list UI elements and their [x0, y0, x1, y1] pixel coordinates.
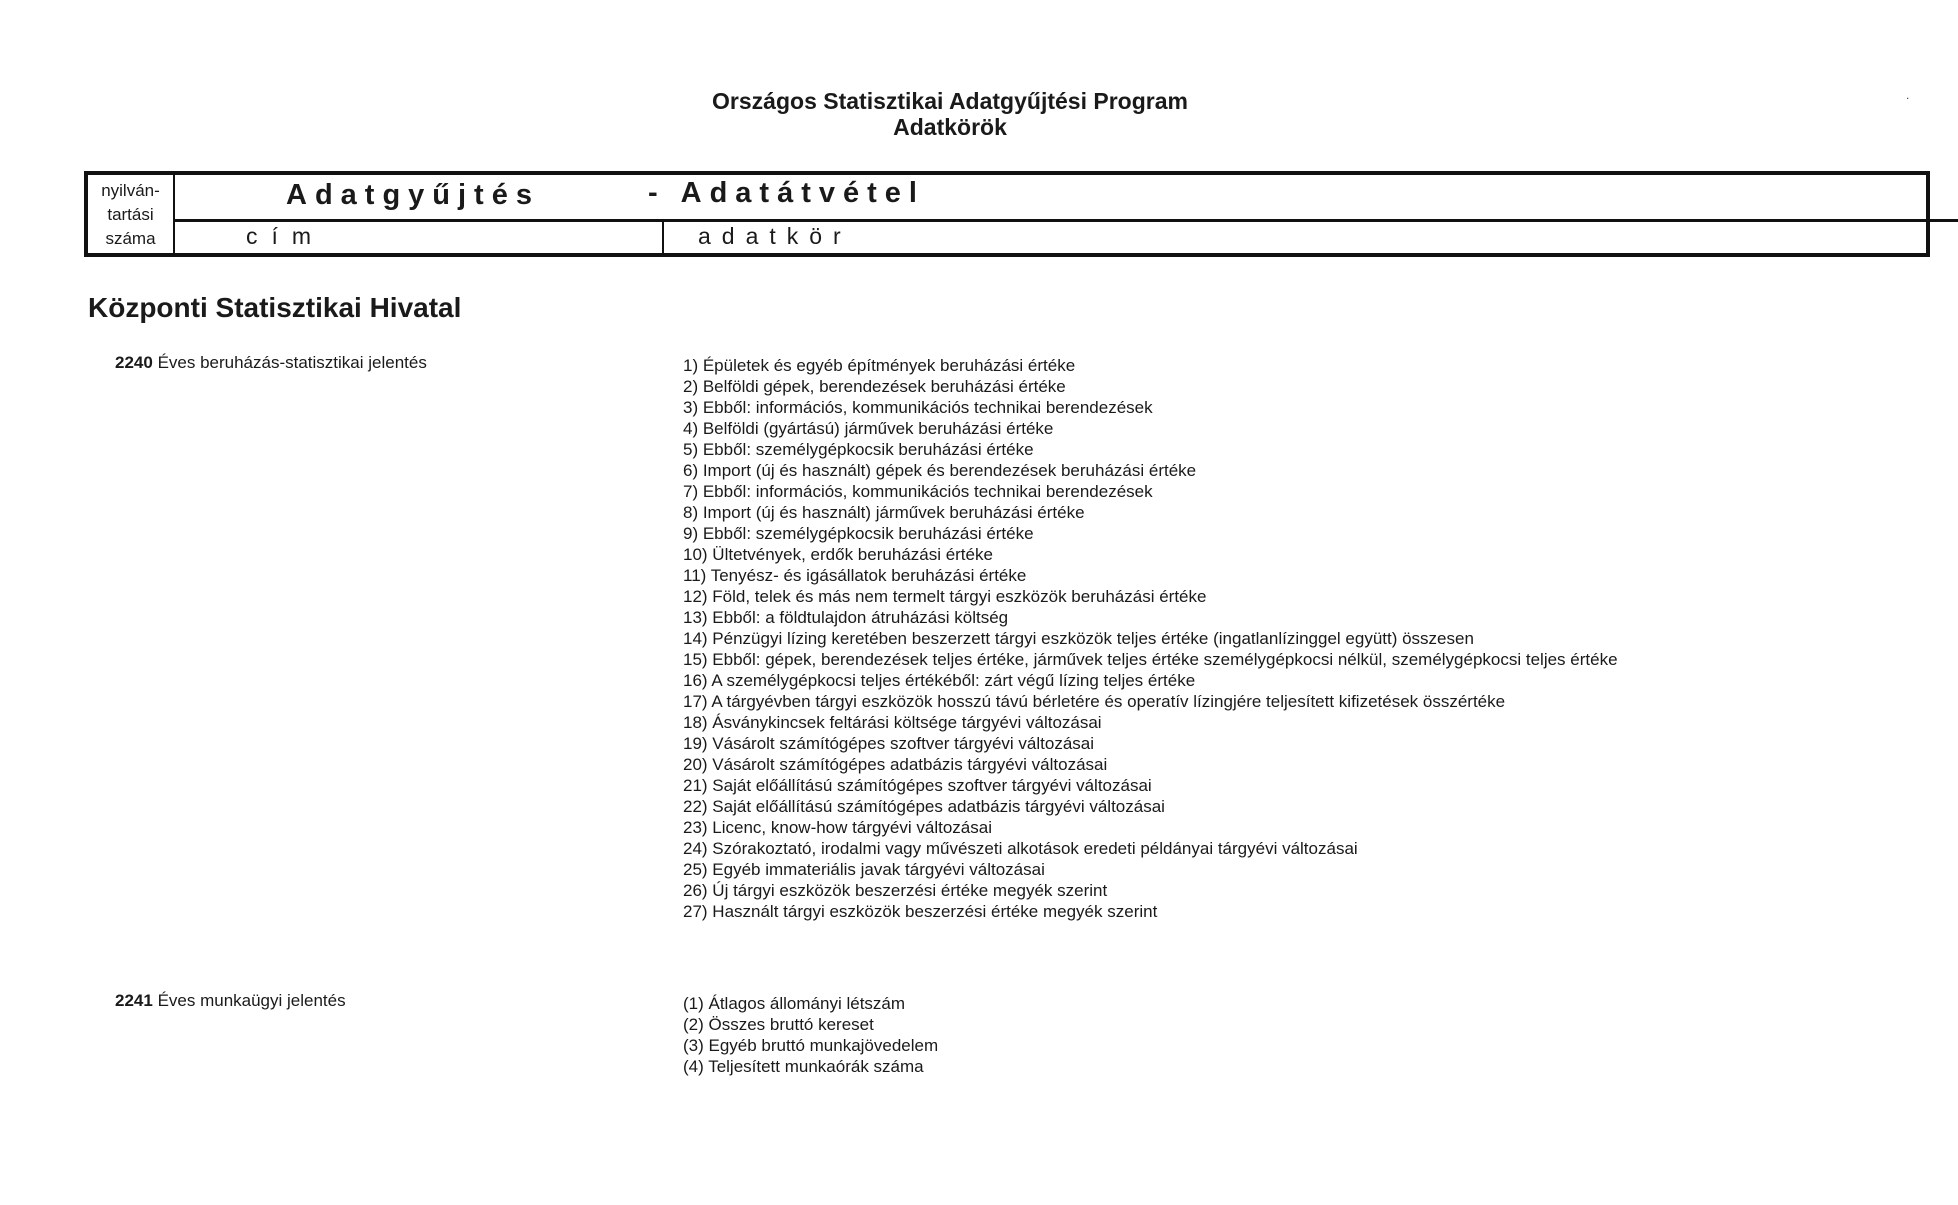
- data-item: (3) Egyéb bruttó munkajövedelem: [683, 1036, 939, 1055]
- data-item: (4) Teljesített munkaórák száma: [683, 1057, 924, 1076]
- data-item: 8) Import (új és használt) járművek beruházási értéke: [683, 503, 1085, 522]
- page-header: [0, 88, 1900, 140]
- page-subtitle: Adatkörök: [893, 114, 1007, 140]
- data-item: 18) Ásványkincsek feltárási költsége tárgyévi változásai: [683, 713, 1102, 732]
- data-item: 12) Föld, telek és más nem termelt tárgyi eszközök beruházási értéke: [683, 587, 1207, 606]
- data-item: 1) Épületek és egyéb építmények beruházási értéke: [683, 356, 1076, 375]
- data-item: 23) Licenc, know-how tárgyévi változásai: [683, 818, 992, 837]
- data-item: 6) Import (új és használt) gépek és berendezések beruházási értéke: [683, 461, 1197, 480]
- title-column-header: cím: [246, 223, 326, 249]
- registration-number-label-2: tartási: [107, 205, 154, 224]
- data-scope-column-header: adatkör: [698, 223, 852, 249]
- registration-number-label-3: száma: [105, 229, 156, 248]
- survey-title: Éves beruházás-statisztikai jelentés: [157, 353, 427, 372]
- data-item: 26) Új tárgyi eszközök beszerzési értéke megyék szerint: [683, 881, 1108, 900]
- data-item: 15) Ebből: gépek, berendezések teljes értéke, járművek teljes értéke személygépkocsi nélkül, személygépkocsi teljes értéke: [683, 650, 1618, 669]
- data-item: 4) Belföldi (gyártású) járművek beruházási értéke: [683, 419, 1054, 438]
- data-item: 27) Használt tárgyi eszközök beszerzési értéke megyék szerint: [683, 902, 1158, 921]
- data-item: 22) Saját előállítású számítógépes adatbázis tárgyévi változásai: [683, 797, 1165, 816]
- data-item: 3) Ebből: információs, kommunikációs technikai berendezések: [683, 398, 1153, 417]
- column-header-box: [84, 171, 1930, 257]
- data-item: 20) Vásárolt számítógépes adatbázis tárgyévi változásai: [683, 755, 1108, 774]
- data-item: 25) Egyéb immateriális javak tárgyévi változásai: [683, 860, 1045, 879]
- data-item: 2) Belföldi gépek, berendezések beruházási értéke: [683, 377, 1066, 396]
- registration-number-label-1: nyilván-: [101, 181, 160, 200]
- organization-title: Központi Statisztikai Hivatal: [88, 292, 462, 323]
- data-item-list: [683, 355, 1618, 922]
- data-item: (1) Átlagos állományi létszám: [683, 994, 906, 1013]
- survey-title: Éves munkaügyi jelentés: [157, 991, 346, 1010]
- data-item: 24) Szórakoztató, irodalmi vagy művészeti alkotások eredeti példányai tárgyévi változásai: [683, 839, 1358, 858]
- data-item: 16) A személygépkocsi teljes értékéből: zárt végű lízing teljes értéke: [683, 671, 1196, 690]
- data-item: 13) Ebből: a földtulajdon átruházási költség: [683, 608, 1009, 627]
- data-collection-header: Adatgyűjtés: [286, 179, 540, 211]
- data-item: 9) Ebből: személygépkocsik beruházási értéke: [683, 524, 1034, 543]
- data-item: 7) Ebből: információs, kommunikációs technikai berendezések: [683, 482, 1153, 501]
- survey-number: 2240: [115, 353, 153, 372]
- data-item: 10) Ültetvények, erdők beruházási értéke: [683, 545, 993, 564]
- survey-label: [115, 352, 427, 373]
- data-item: 17) A tárgyévben tárgyi eszközök hosszú távú bérletére és operatív lízingjére teljesített kifizetések összértéke: [683, 692, 1506, 711]
- data-item: 21) Saját előállítású számítógépes szoftver tárgyévi változásai: [683, 776, 1152, 795]
- data-item: 11) Tenyész- és igásállatok beruházási értéke: [683, 566, 1027, 585]
- data-item: 14) Pénzügyi lízing keretében beszerzett tárgyi eszközök teljes értéke (ingatlanlízinggel együtt) összesen: [683, 629, 1474, 648]
- page-title: Országos Statisztikai Adatgyűjtési Program: [712, 88, 1188, 114]
- survey-label: [115, 990, 346, 1011]
- header-divider-horizontal: [175, 219, 1958, 222]
- data-item: 5) Ebből: személygépkocsik beruházási értéke: [683, 440, 1034, 459]
- data-item-list: [683, 993, 938, 1077]
- corner-mark: .: [1906, 88, 1910, 102]
- header-divider-vertical: [662, 219, 664, 253]
- data-item: (2) Összes bruttó kereset: [683, 1015, 874, 1034]
- survey-number: 2241: [115, 991, 153, 1010]
- registration-number-header: [88, 175, 175, 253]
- data-transfer-header: - Adatátvétel: [648, 177, 925, 209]
- data-item: 19) Vásárolt számítógépes szoftver tárgyévi változásai: [683, 734, 1095, 753]
